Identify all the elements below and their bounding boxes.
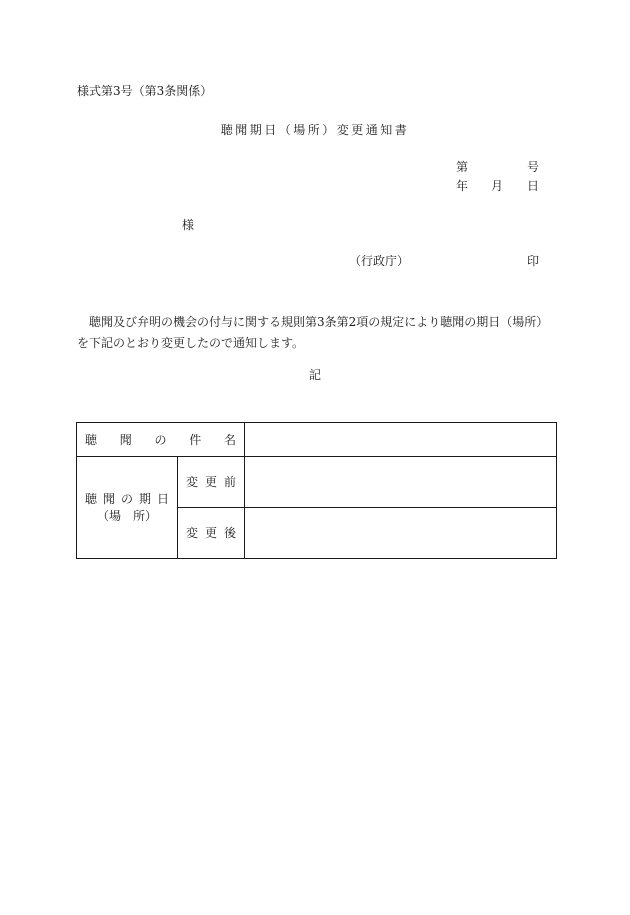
form-number: 様式第3号（第3条関係） [77,84,213,98]
date-year-label: 年 [456,179,469,193]
before-change-label-cell [178,457,245,508]
record-heading: 記 [308,368,321,382]
case-name-row [77,423,557,457]
hearing-place-label: （場 所） [96,508,157,523]
notice-body-text [77,312,557,354]
hearing-schedule-label-cell [77,457,178,559]
document-title: 聴聞期日（場所）変更通知書 [220,123,410,137]
number-suffix: 号 [527,160,540,174]
hearing-schedule-label: 聴 聞 の 期 日 [85,491,169,506]
before-change-row [77,457,557,508]
date-month-label: 月 [491,179,504,193]
date-day-label: 日 [527,179,540,193]
addressee-honorific: 様 [182,218,195,232]
case-name-label: 聴 聞 の 件 名 [85,432,237,447]
notice-body-content: 聴聞及び弁明の機会の付与に関する規則第3条第2項の規定により聴聞の期日（場所）を下記のとおり変更したので通知します。 [77,315,549,350]
after-change-label: 変 更 後 [186,526,237,540]
case-name-label-cell [77,423,245,457]
issuing-authority: （行政庁） [349,254,410,268]
case-name-value[interactable] [245,423,557,457]
number-prefix: 第 [456,160,469,174]
after-change-value[interactable] [245,508,557,559]
seal-mark: 印 [527,254,540,268]
before-change-value[interactable] [245,457,557,508]
after-change-label-cell [178,508,245,559]
before-change-label: 変 更 前 [186,475,237,489]
notice-details-table [76,422,557,559]
